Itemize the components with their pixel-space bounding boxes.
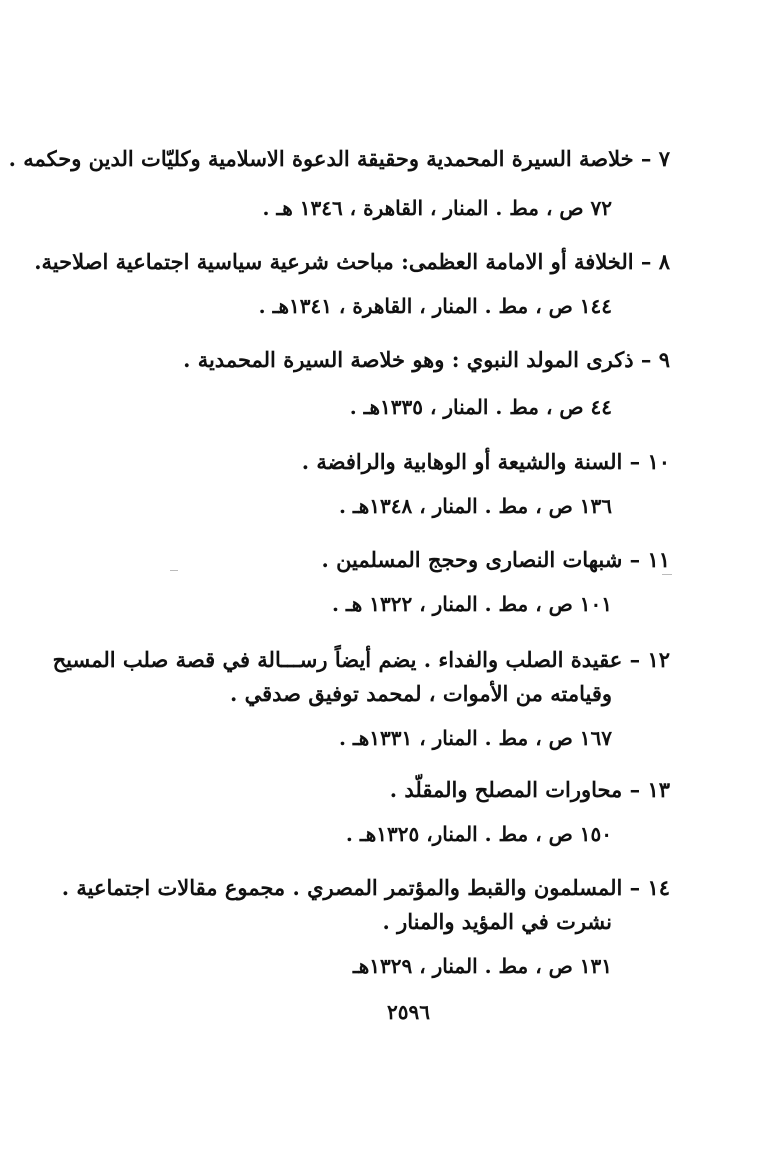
entry-14-title-continued: نشرت في المؤيد والمنار . [382,909,612,934]
entry-7-title: ٧ – خلاصة السيرة المحمدية وحقيقة الدعوة الاسلامية وكليّات الدين وحكمه . [8,146,670,171]
entry-12-details: ١٦٧ ص ، مط . المنار ، ١٣٣١هـ . [338,726,612,750]
entry-14-title: ١٤ – المسلمون والقبط والمؤتمر المصري . مجموع مقالات اجتماعية . [61,875,670,900]
entry-9-title: ٩ – ذكرى المولد النبوي : وهو خلاصة السيرة المحمدية . [183,347,670,372]
page-number: ٢٥٩٦ [387,1000,430,1024]
entry-13-details: ١٥٠ ص ، مط . المنار، ١٣٢٥هـ . [345,822,612,846]
entry-14-details: ١٣١ ص ، مط . المنار ، ١٣٢٩هـ [352,954,612,978]
entry-12-title: ١٢ – عقيدة الصلب والفداء . يضم أيضاً رســـالة في قصة صلب المسيح [52,647,670,672]
entry-7-details: ٧٢ ص ، مط . المنار ، القاهرة ، ١٣٤٦ هـ . [262,196,612,220]
entry-10-details: ١٣٦ ص ، مط . المنار ، ١٣٤٨هـ . [338,494,612,518]
scan-speck [662,574,672,575]
entry-11-details: ١٠١ ص ، مط . المنار ، ١٣٢٢ هـ . [332,592,612,616]
entry-13-title: ١٣ – محاورات المصلح والمقلّد . [389,777,670,802]
entry-9-details: ٤٤ ص ، مط . المنار ، ١٣٣٥هـ . [349,395,612,419]
entry-12-title-continued: وقيامته من الأموات ، لمحمد توفيق صدقي . [229,681,612,706]
entry-8-title: ٨ – الخلافة أو الامامة العظمى: مباحث شرعية سياسية اجتماعية اصلاحية. [34,249,670,274]
entry-11-title: ١١ – شبهات النصارى وحجج المسلمين . [321,547,670,572]
entry-8-details: ١٤٤ ص ، مط . المنار ، القاهرة ، ١٣٤١هـ . [258,294,612,318]
entry-10-title: ١٠ – السنة والشيعة أو الوهابية والرافضة . [301,449,670,474]
scan-speck [170,570,178,571]
